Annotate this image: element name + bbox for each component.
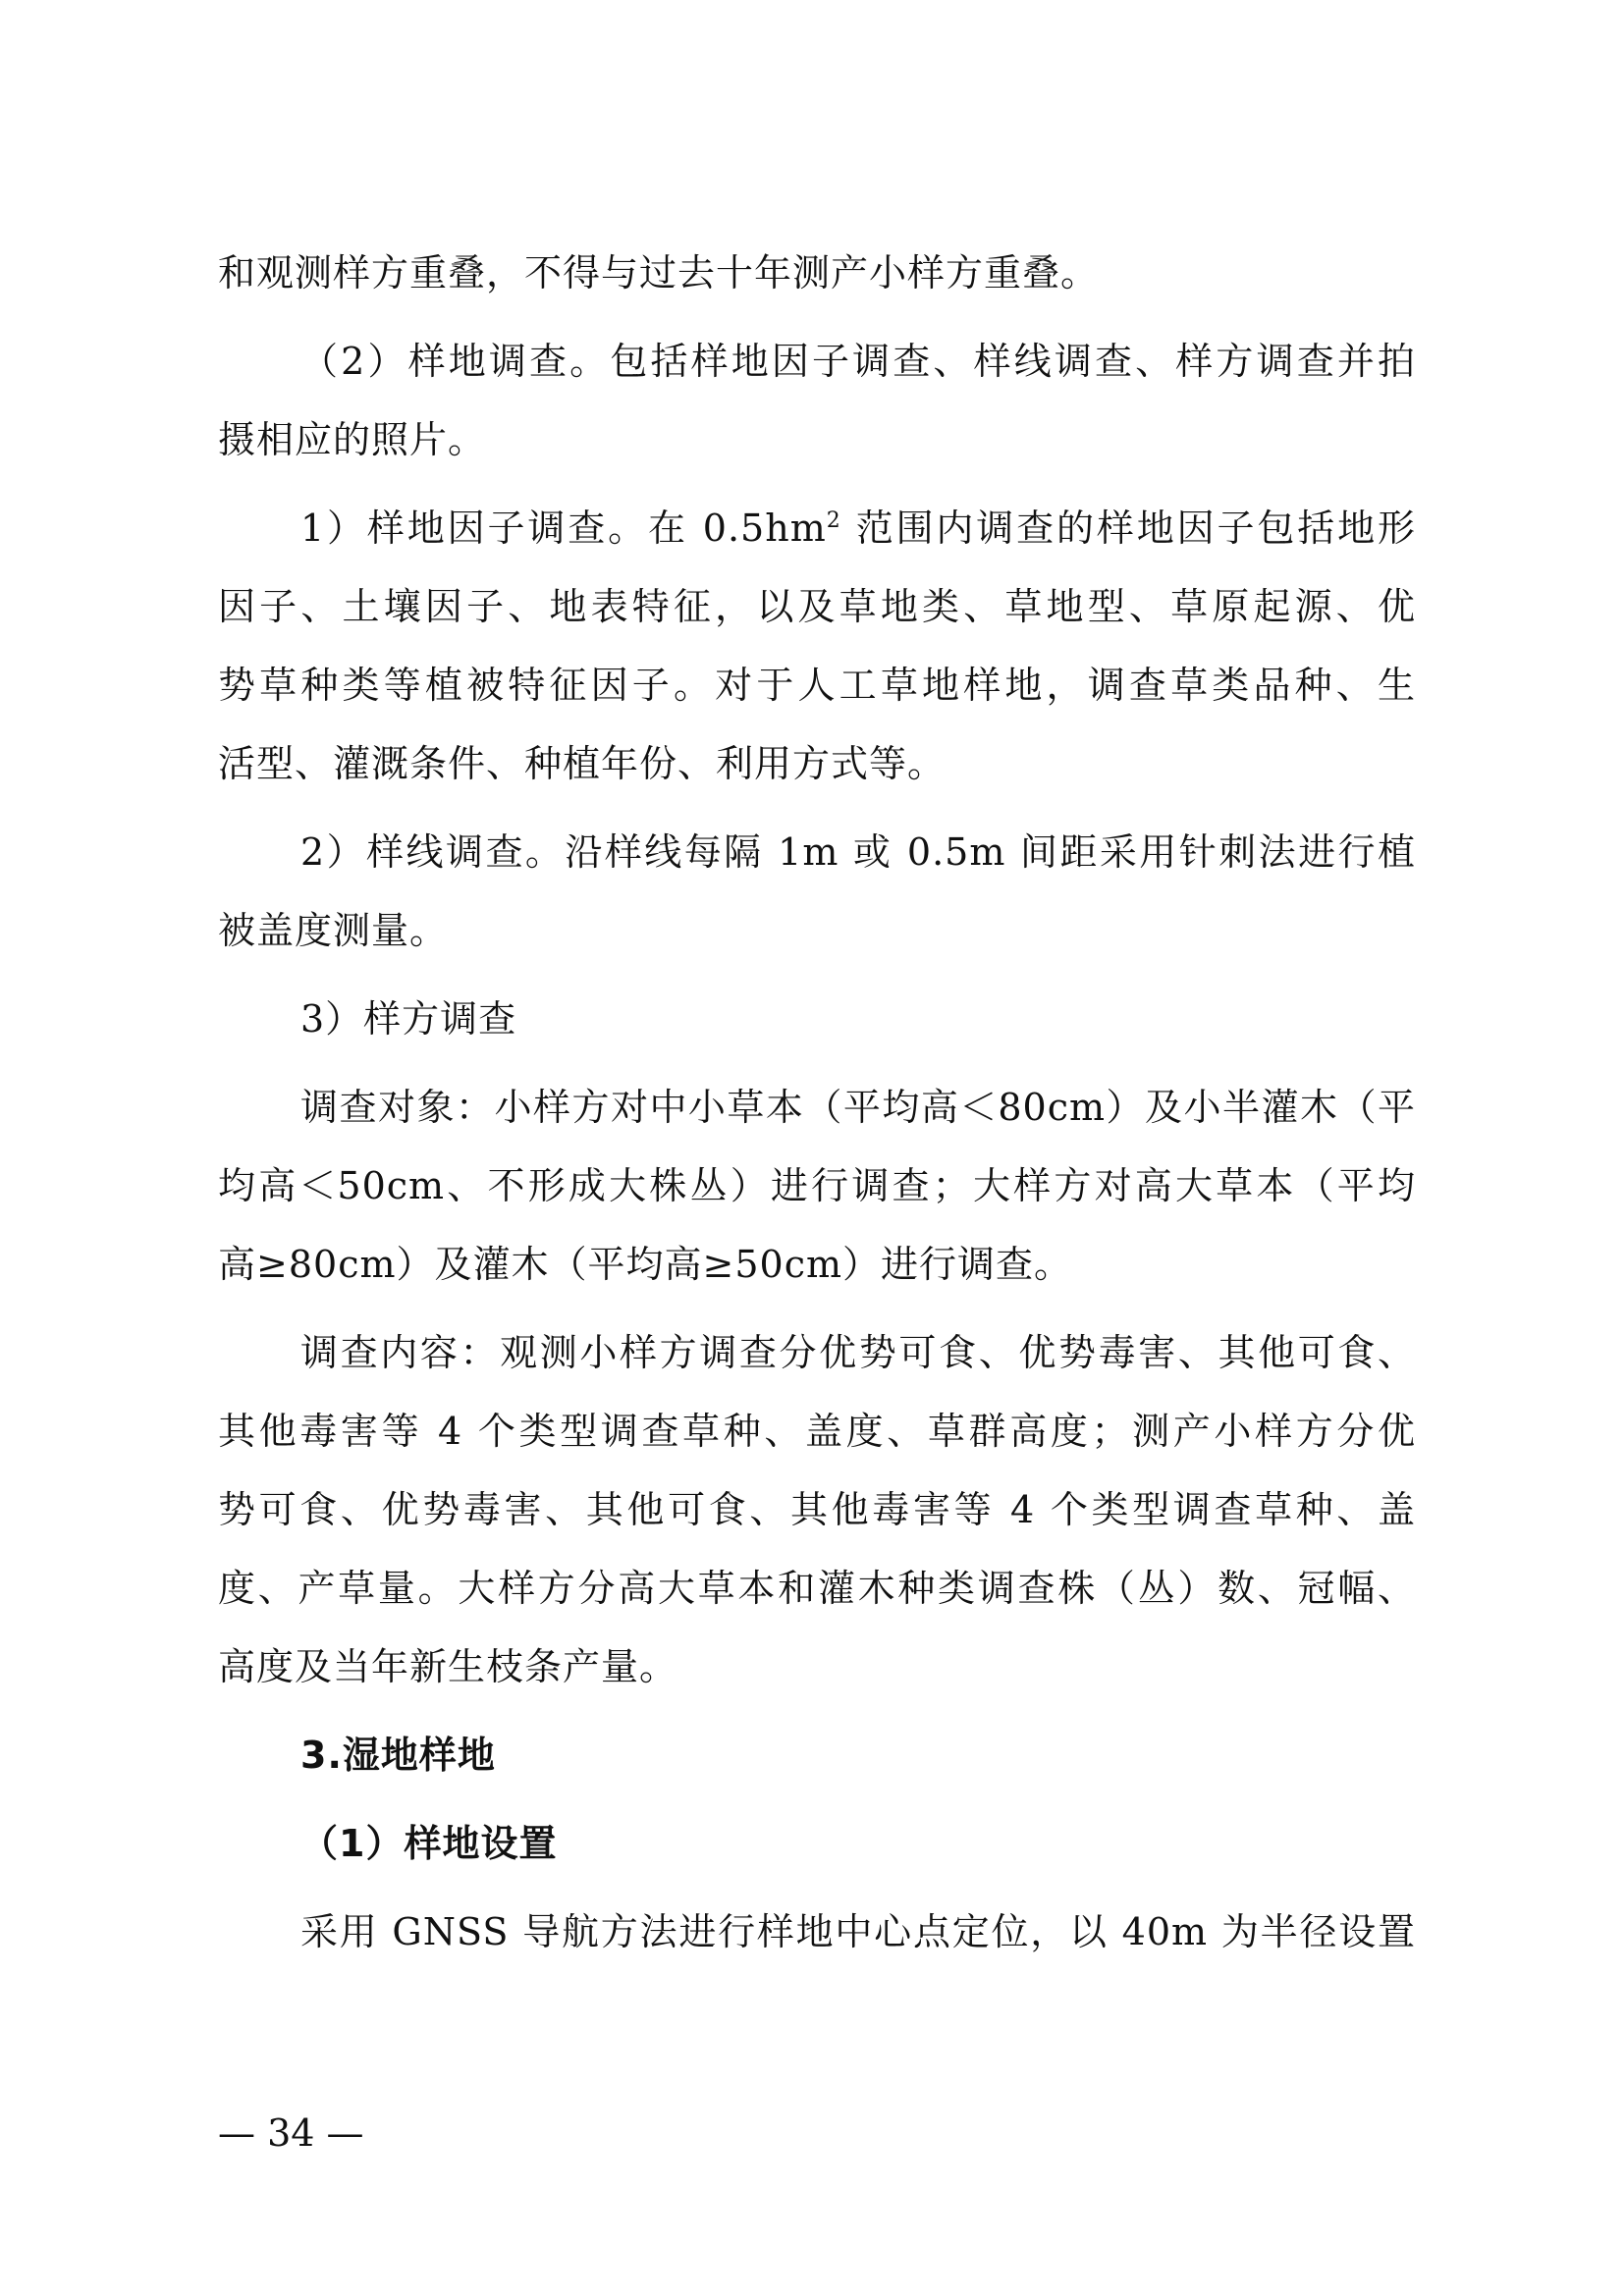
paragraph-line: 高度及当年新生枝条产量。 <box>218 1645 678 1688</box>
paragraph-line: 势草种类等植被特征因子。对于人工草地样地，调查草类品种、生 <box>218 664 1416 707</box>
paragraph-line: 调查对象：小样方对中小草本（平均高＜80cm）及小半灌木（平 <box>300 1086 1416 1129</box>
paragraph-line: 度、产草量。大样方分高大草本和灌木种类调查株（丛）数、冠幅、 <box>218 1567 1416 1610</box>
paragraph-line: 被盖度测量。 <box>218 909 449 952</box>
paragraph-line <box>300 504 1416 553</box>
paragraph-line: 活型、灌溉条件、种植年份、利用方式等。 <box>218 742 947 785</box>
paragraph-line: 3）样方调查 <box>300 997 517 1041</box>
text-run: 1）样地因子调查。在 0.5hm <box>300 507 827 550</box>
superscript: 2 <box>826 508 841 533</box>
paragraph-line: 摄相应的照片。 <box>218 418 487 461</box>
paragraph-line: 2）样线调查。沿样线每隔 1m 或 0.5m 间距采用针刺法进行植 <box>300 830 1416 874</box>
paragraph-line: 均高＜50cm、不形成大株丛）进行调查；大样方对高大草本（平均 <box>218 1164 1416 1207</box>
paragraph-line: 和观测样方重叠，不得与过去十年测产小样方重叠。 <box>218 251 1100 294</box>
paragraph-line: 高≥80cm）及灌木（平均高≥50cm）进行调查。 <box>218 1243 1073 1286</box>
text-run: 范围内调查的样地因子包括地形 <box>840 507 1416 550</box>
paragraph-line: 因子、土壤因子、地表特征，以及草地类、草地型、草原起源、优 <box>218 585 1416 628</box>
paragraph-line: （2）样地调查。包括样地因子调查、样线调查、样方调查并拍 <box>300 340 1416 383</box>
subsection-heading: （1）样地设置 <box>300 1822 558 1865</box>
paragraph-line: 调查内容：观测小样方调查分优势可食、优势毒害、其他可食、 <box>300 1331 1416 1374</box>
paragraph-line: 采用 GNSS 导航方法进行样地中心点定位，以 40m 为半径设置 <box>300 1910 1416 1953</box>
page-number: — 34 — <box>218 2111 364 2155</box>
paragraph-line: 势可食、优势毒害、其他可食、其他毒害等 4 个类型调查草种、盖 <box>218 1488 1416 1531</box>
section-heading: 3.湿地样地 <box>300 1734 496 1777</box>
paragraph-line: 其他毒害等 4 个类型调查草种、盖度、草群高度；测产小样方分优 <box>218 1410 1416 1453</box>
